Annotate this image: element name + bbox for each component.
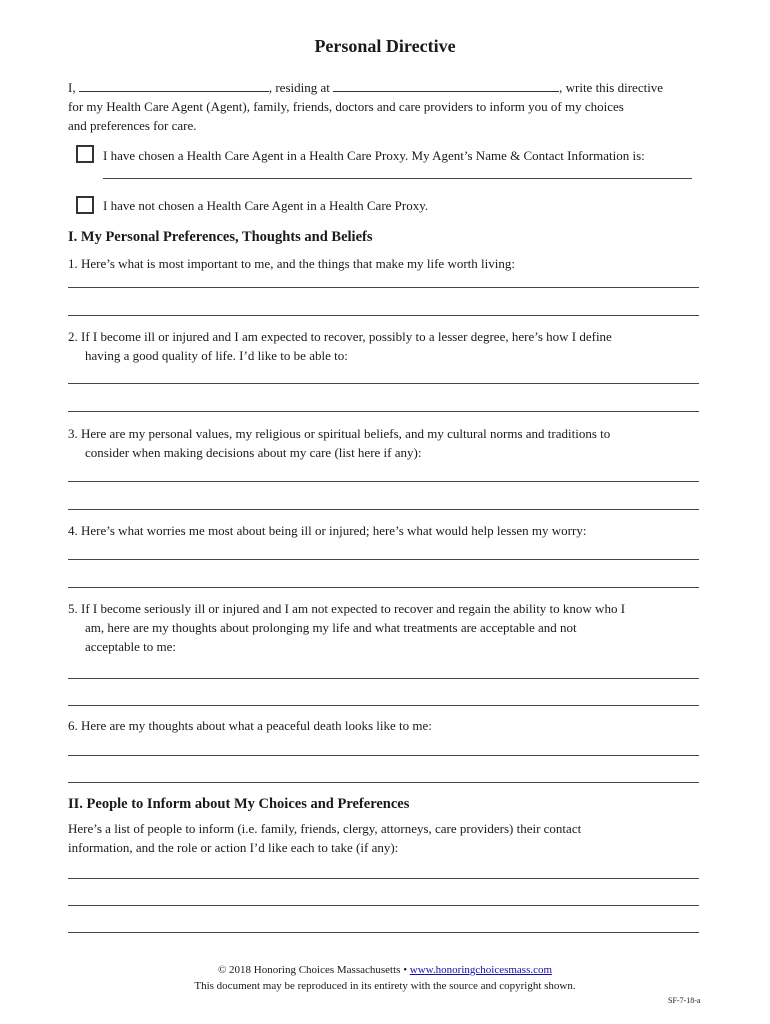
question-2 bbox=[68, 327, 704, 365]
website-link[interactable]: www.honoringchoicesmass.com bbox=[409, 964, 553, 976]
question-5-line-3: acceptable to me: bbox=[85, 639, 176, 654]
people-line-2[interactable] bbox=[68, 905, 699, 906]
people-line-3[interactable] bbox=[68, 932, 699, 933]
question-3-line-1: 3. Here are my personal values, my religious or spiritual beliefs, and my cultural norms and traditions to bbox=[68, 426, 611, 441]
address-field[interactable] bbox=[333, 79, 559, 92]
intro-i: I, bbox=[68, 80, 76, 95]
answer-3-line-1[interactable] bbox=[68, 481, 699, 482]
intro-residing: , residing at bbox=[268, 80, 330, 95]
answer-4-line-1[interactable] bbox=[68, 559, 699, 560]
question-3 bbox=[68, 424, 704, 462]
question-5-line-2: am, here are my thoughts about prolonging my life and what treatments are acceptable and not bbox=[85, 620, 577, 635]
page-title: Personal Directive bbox=[314, 36, 456, 56]
copyright-text: © 2018 Honoring Choices Massachusetts • bbox=[217, 964, 408, 976]
section-2-heading: II. People to Inform about My Choices and Preferences bbox=[68, 796, 410, 812]
question-1: 1. Here’s what is most important to me, and the things that make my life worth living: bbox=[68, 256, 515, 271]
question-2-line-1: 2. If I become ill or injured and I am expected to recover, possibly to a lesser degree, here’s how I define bbox=[68, 329, 612, 344]
answer-2-line-1[interactable] bbox=[68, 383, 699, 384]
answer-1-line-1[interactable] bbox=[68, 287, 699, 288]
question-2-line-2: having a good quality of life. I’d like to be able to: bbox=[85, 348, 348, 363]
answer-3-line-2[interactable] bbox=[68, 509, 699, 510]
agent-chosen-label: I have chosen a Health Care Agent in a Health Care Proxy. My Agent’s Name & Contact Information is: bbox=[103, 148, 645, 163]
intro-line-3: and preferences for care. bbox=[68, 118, 197, 133]
section-1-heading: I. My Personal Preferences, Thoughts and Beliefs bbox=[68, 229, 373, 245]
agent-contact-line[interactable] bbox=[103, 178, 692, 179]
question-3-line-2: consider when making decisions about my care (list here if any): bbox=[85, 445, 422, 460]
section-2-text bbox=[68, 819, 704, 857]
footer-copyright bbox=[0, 964, 770, 976]
section-2-text-line-1: Here’s a list of people to inform (i.e. family, friends, clergy, attorneys, care providers) their contact bbox=[68, 821, 582, 836]
people-line-1[interactable] bbox=[68, 878, 699, 879]
answer-5-line-2[interactable] bbox=[68, 705, 699, 706]
answer-6-line-2[interactable] bbox=[68, 782, 699, 783]
intro-write: , write this directive bbox=[559, 80, 664, 95]
name-field[interactable] bbox=[79, 79, 269, 92]
question-4: 4. Here’s what worries me most about being ill or injured; here’s what would help lessen my worry: bbox=[68, 523, 587, 538]
intro-paragraph bbox=[68, 78, 708, 135]
answer-5-line-1[interactable] bbox=[68, 678, 699, 679]
question-5-line-1: 5. If I become seriously ill or injured and I am not expected to recover and regain the ability to know who I bbox=[68, 601, 626, 616]
agent-chosen-checkbox[interactable] bbox=[76, 145, 94, 163]
form-code: SF-7-18-a bbox=[668, 996, 701, 1005]
question-5 bbox=[68, 599, 704, 656]
question-6: 6. Here are my thoughts about what a peaceful death looks like to me: bbox=[68, 718, 432, 733]
answer-6-line-1[interactable] bbox=[68, 755, 699, 756]
section-2-text-line-2: information, and the role or action I’d like each to take (if any): bbox=[68, 840, 399, 855]
answer-1-line-2[interactable] bbox=[68, 315, 699, 316]
agent-not-chosen-checkbox[interactable] bbox=[76, 196, 94, 214]
intro-line-2: for my Health Care Agent (Agent), family, friends, doctors and care providers to inform you of my choices bbox=[68, 99, 624, 114]
agent-not-chosen-label: I have not chosen a Health Care Agent in a Health Care Proxy. bbox=[103, 198, 429, 213]
answer-2-line-2[interactable] bbox=[68, 411, 699, 412]
footer-notice: This document may be reproduced in its entirety with the source and copyright shown. bbox=[194, 980, 576, 992]
answer-4-line-2[interactable] bbox=[68, 587, 699, 588]
